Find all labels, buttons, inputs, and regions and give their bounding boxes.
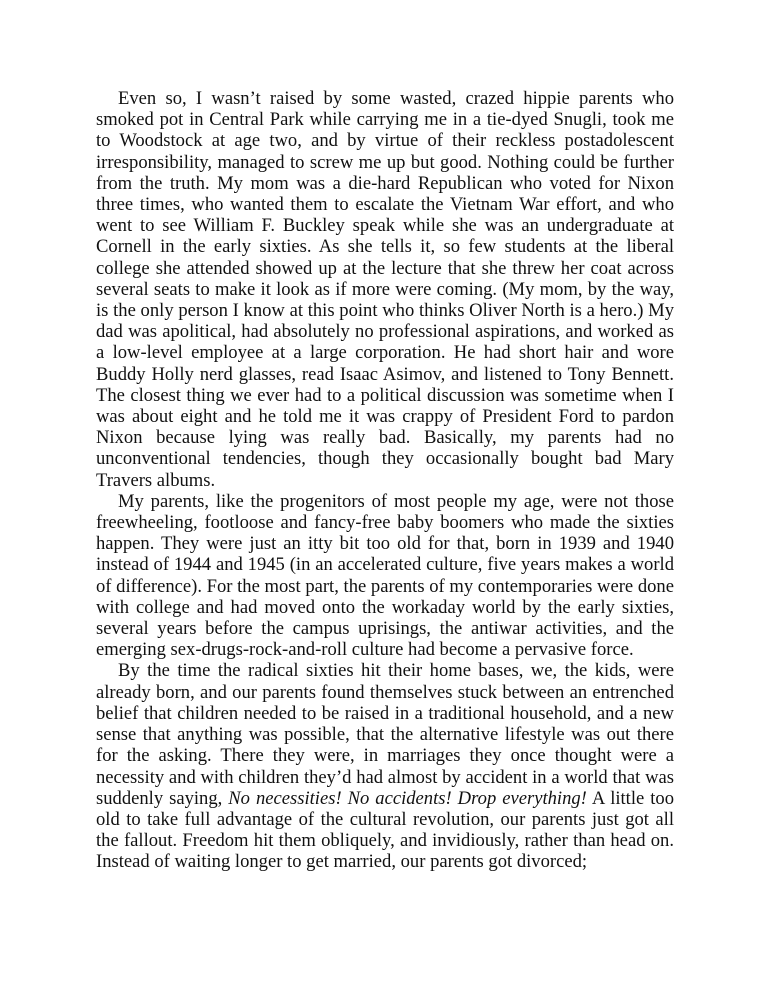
paragraph-2: My parents, like the progenitors of most people my age, were not those freewheeling, footloose and fancy-free baby boomers who made the sixties happen. They were just an itty bit too old for that, born in 1939 and 1940 instead of 1944 and 1945 (in an accelerated culture, five years makes a world of difference). For the most part, the parents of my contemporaries were done with college and had moved onto the workaday world by the early sixties, several years before the campus uprisings, the antiwar activities, and the emerging sex-drugs-rock-and-roll culture had become a pervasive force. <box>96 490 674 661</box>
book-page <box>96 88 674 873</box>
paragraph-3 <box>96 660 674 872</box>
paragraph-1: Even so, I wasn’t raised by some wasted, crazed hippie parents who smoked pot in Central Park while carrying me in a tie-dyed Snugli, took me to Woodstock at age two, and by virtue of their reckless postadolescent irresponsibility, managed to screw me up but good. Nothing could be further from the truth. My mom was a die-hard Republican who voted for Nixon three times, who wanted them to escalate the Vietnam War effort, and who went to see William F. Buckley speak while she was an undergraduate at Cornell in the early sixties. As she tells it, so few students at the liberal college she attended showed up at the lecture that she threw her coat across several seats to make it look as if more were coming. (My mom, by the way, is the only person I know at this point who thinks Oliver North is a hero.) My dad was apolitical, had absolutely no professional aspirations, and worked as a low-level employee at a large corporation. He had short hair and wore Buddy Holly nerd glasses, read Isaac Asimov, and listened to Tony Bennett. The closest thing we ever had to a political discussion was sometime when I was about eight and he told me it was crappy of President Ford to pardon Nixon because lying was really bad. Basically, my parents had no unconventional tendencies, though they occasionally bought bad Mary Travers albums. <box>96 88 674 491</box>
paragraph-3-text-before: By the time the radical sixties hit their home bases, we, the kids, were already born, and our parents found themselves stuck between an entrenched belief that children needed to be raised in a traditional household, and a new sense that anything was possible, that the alternative lifestyle was out there for the asking. There they were, in marriages they once thought were a necessity and with children they’d had almost by accident in a world that was suddenly saying, <box>96 660 674 809</box>
paragraph-3-italic-phrase: No necessities! No accidents! Drop everything! <box>228 787 587 809</box>
paragraph-3-text-after: A little too old to take full advantage of the cultural revolution, our parents just got all the fallout. Freedom hit them obliquely, and invidiously, rather than head on. Instead of waiting longer to get married, our parents got divorced; <box>96 787 674 873</box>
